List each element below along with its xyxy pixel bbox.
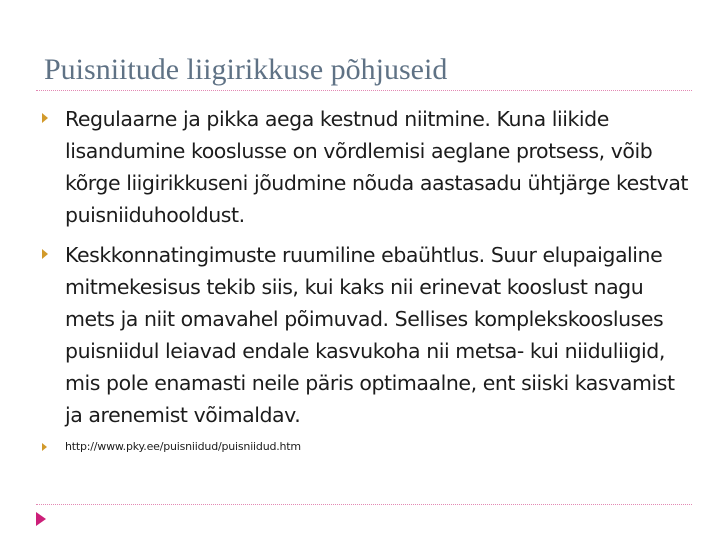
footer-arrow-icon (36, 512, 46, 526)
bullet-text: Regulaarne ja pikka aega kestnud niitmine. Kuna liikide lisandumine kooslusse on võrdlemisi aeglane protsess, võib kõrge liigirikkuseni jõudmine nõuda aastasadu ühtjärge kestvat puisniiduhooldust. (65, 107, 689, 227)
bullet-list (42, 103, 692, 462)
footer-divider (36, 504, 692, 505)
source-link[interactable]: http://www.pky.ee/puisniidud/puisniidud.htm (65, 440, 301, 453)
title-divider (36, 90, 692, 91)
bullet-arrow-icon (42, 443, 47, 451)
bullet-item-heterogeneity (42, 239, 692, 431)
bullet-item-source-link (42, 439, 692, 454)
bullet-arrow-icon (42, 113, 48, 123)
bullet-item-mowing (42, 103, 692, 231)
slide-title: Puisniitude liigirikkuse põhjuseid (44, 53, 448, 86)
bullet-text: Keskkonnatingimuste ruumiline ebaühtlus. Suur elupaigaline mitmekesisus tekib siis, kui kaks nii erinevat kooslust nagu mets ja niit omavahel põimuvad. Sellises komplekskoosluses puisniidul leiavad endale kasvukoha nii metsa- kui niiduliigid, mis pole enamasti neile päris optimaalne, ent siiski kasvamist ja arenemist võimaldav. (65, 243, 675, 427)
bullet-arrow-icon (42, 249, 48, 259)
